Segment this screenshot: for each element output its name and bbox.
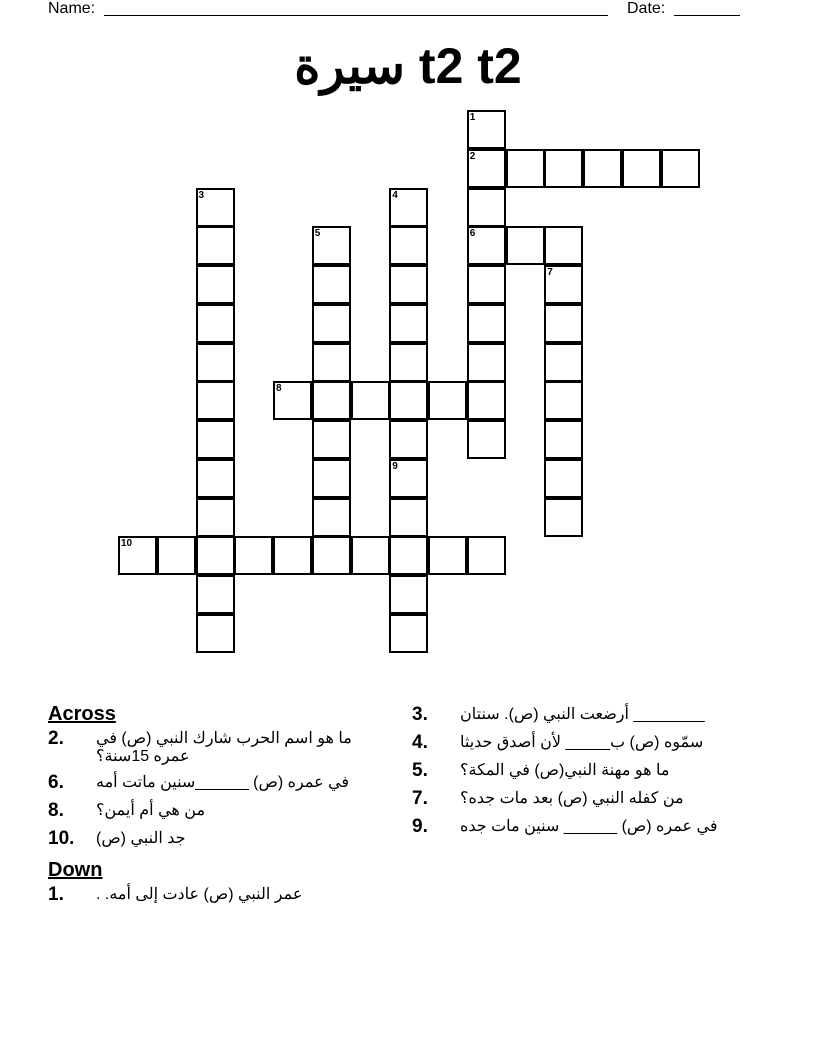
grid-cell[interactable] [467, 381, 506, 420]
grid-cell[interactable] [544, 304, 583, 343]
clue-text: من كفله النبي (ص) بعد مات جده؟ [460, 790, 684, 807]
grid-cell[interactable] [196, 498, 235, 537]
grid-cell[interactable] [661, 149, 700, 188]
grid-cell[interactable] [467, 188, 506, 227]
grid-cell[interactable] [196, 536, 235, 575]
cell-number: 8 [276, 383, 282, 395]
clue-number: 4. [412, 732, 428, 753]
cell-number: 5 [314, 228, 321, 240]
grid-cell[interactable] [196, 343, 235, 382]
down-clue-list-left [48, 886, 368, 906]
grid-cell[interactable] [273, 536, 312, 575]
clue-item [48, 802, 368, 822]
clue-item [412, 818, 732, 838]
grid-cell[interactable] [196, 381, 235, 420]
grid-cell[interactable] [506, 226, 545, 265]
clue-item [48, 830, 368, 850]
clue-number: 5. [412, 760, 428, 781]
grid-cell[interactable] [389, 498, 428, 537]
clue-text: سمّوه (ص) ب_____ لأن أصدق حديثا [460, 734, 704, 751]
grid-cell[interactable] [389, 459, 428, 498]
grid-cell[interactable] [273, 381, 312, 420]
grid-cell[interactable] [544, 498, 583, 537]
clue-text: ________ أرضعت النبي (ص). سنتان [460, 706, 705, 723]
clue-number: 6. [48, 772, 64, 793]
grid-cell[interactable] [312, 343, 351, 382]
clue-text: من هي أم أيمن؟ [96, 802, 206, 819]
grid-cell[interactable] [312, 536, 351, 575]
grid-cell[interactable] [467, 343, 506, 382]
grid-cell[interactable] [544, 265, 583, 304]
grid-cell[interactable] [389, 343, 428, 382]
clue-item [412, 706, 732, 726]
grid-cell[interactable] [312, 459, 351, 498]
clue-number: 1. [48, 884, 64, 905]
clue-item [48, 774, 368, 794]
grid-cell[interactable] [467, 304, 506, 343]
grid-cell[interactable] [389, 226, 428, 265]
grid-cell[interactable] [467, 265, 506, 304]
grid-cell[interactable] [312, 265, 351, 304]
clue-item [412, 734, 732, 754]
grid-cell[interactable] [544, 420, 583, 459]
clue-item [412, 790, 732, 810]
grid-cell[interactable] [467, 149, 506, 188]
grid-cell[interactable] [312, 304, 351, 343]
grid-cell[interactable] [196, 575, 235, 614]
grid-cell[interactable] [467, 420, 506, 459]
grid-cell[interactable] [196, 226, 235, 265]
cell-number: 2 [469, 150, 476, 162]
grid-cell[interactable] [196, 420, 235, 459]
clues-right-column [412, 702, 732, 846]
grid-cell[interactable] [351, 536, 390, 575]
clue-number: 3. [412, 704, 428, 725]
cell-number: 4 [392, 189, 398, 201]
clue-number: 7. [412, 788, 428, 809]
grid-cell[interactable] [312, 381, 351, 420]
grid-cell[interactable] [389, 420, 428, 459]
clue-number: 10. [48, 828, 75, 849]
cell-number: 6 [469, 228, 476, 240]
grid-cell[interactable] [196, 188, 235, 227]
grid-cell[interactable] [389, 536, 428, 575]
grid-cell[interactable] [389, 265, 428, 304]
cell-number: 10 [121, 538, 133, 550]
grid-cell[interactable] [234, 536, 273, 575]
grid-cell[interactable] [118, 536, 157, 575]
clue-text: ما هو مهنة النبي(ص) في المكة؟ [460, 762, 670, 779]
grid-cell[interactable] [312, 420, 351, 459]
clue-number: 2. [48, 728, 64, 749]
grid-cell[interactable] [312, 498, 351, 537]
page-title: سيرة t2 t2 [294, 38, 522, 94]
grid-cell[interactable] [196, 265, 235, 304]
clue-text: ما هو اسم الحرب شارك النبي (ص) في عمره 15سنة؟ [96, 730, 352, 765]
clue-text: في عمره (ص) ______ سنين مات جده [460, 818, 718, 835]
grid-cell[interactable] [544, 343, 583, 382]
date-label: Date: [627, 0, 666, 17]
grid-cell[interactable] [544, 149, 583, 188]
across-clue-list [48, 730, 368, 850]
grid-cell[interactable] [467, 226, 506, 265]
grid-cell[interactable] [544, 226, 583, 265]
grid-cell[interactable] [428, 536, 467, 575]
grid-cell[interactable] [583, 149, 622, 188]
down-heading: Down [48, 859, 103, 881]
grid-cell[interactable] [428, 381, 467, 420]
cell-number: 3 [198, 189, 205, 201]
grid-cell[interactable] [157, 536, 196, 575]
grid-cell[interactable] [389, 304, 428, 343]
clue-item [412, 762, 732, 782]
cell-number: 9 [392, 460, 398, 472]
grid-cell[interactable] [389, 188, 428, 227]
grid-cell[interactable] [506, 149, 545, 188]
grid-cell[interactable] [467, 110, 506, 149]
clue-number: 8. [48, 800, 64, 821]
grid-cell[interactable] [351, 381, 390, 420]
grid-cell[interactable] [196, 459, 235, 498]
grid-cell[interactable] [389, 575, 428, 614]
grid-cell[interactable] [622, 149, 661, 188]
across-heading: Across [48, 703, 116, 725]
clues-left-column [48, 702, 368, 914]
clue-number: 9. [412, 816, 428, 837]
grid-cell[interactable] [196, 614, 235, 653]
clue-item [48, 886, 368, 906]
cell-number: 7 [547, 267, 553, 278]
name-label: Name: [48, 0, 96, 17]
down-clue-list-right [412, 706, 732, 838]
grid-cell[interactable] [389, 614, 428, 653]
grid-cell[interactable] [389, 381, 428, 420]
grid-cell[interactable] [196, 304, 235, 343]
clue-item [48, 730, 368, 766]
clue-text: في عمره (ص) ______سنين ماتت أمه [96, 774, 350, 791]
grid-cell[interactable] [467, 536, 506, 575]
clue-text: جد النبي (ص) [96, 830, 186, 847]
grid-cell[interactable] [544, 381, 583, 420]
clue-text: عمر النبي (ص) عادت إلى أمه. . [96, 886, 303, 903]
grid-cell[interactable] [312, 226, 351, 265]
grid-cell[interactable] [544, 459, 583, 498]
cell-number: 1 [469, 112, 476, 123]
